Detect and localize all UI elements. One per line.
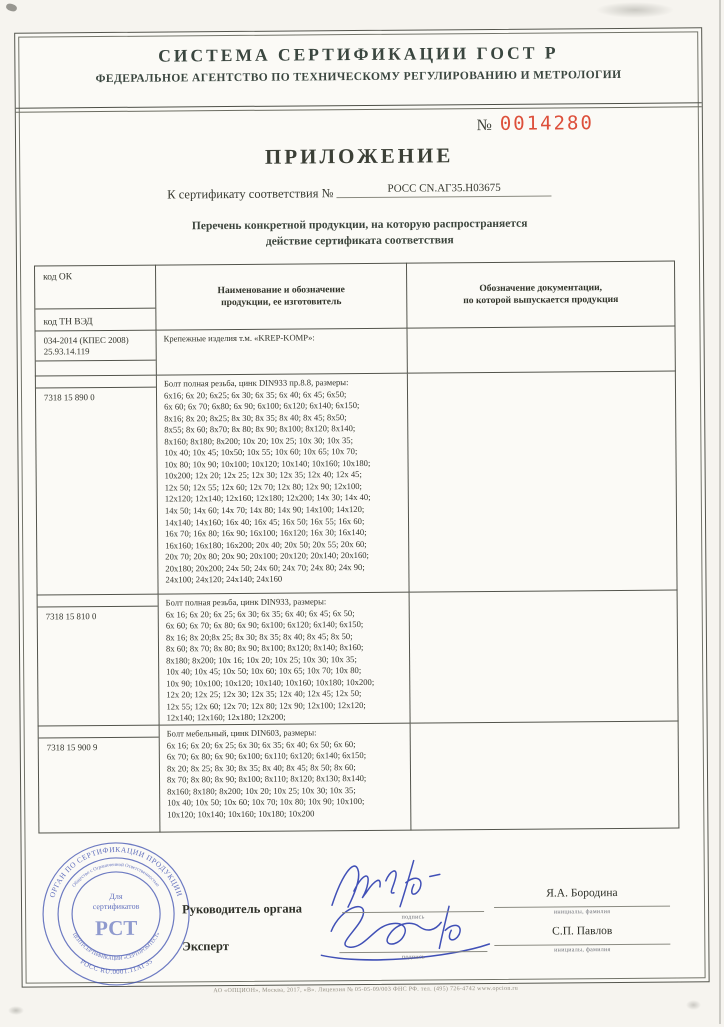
doc-header-cell (406, 261, 675, 328)
purpose-statement (17, 214, 703, 251)
code-strip (38, 595, 158, 608)
scan-artifact (596, 2, 674, 18)
system-title: СИСТЕМА СЕРТИФИКАЦИИ ГОСТ Р (158, 42, 559, 66)
code-underline (36, 360, 156, 362)
tnved-code: 7318 15 890 0 (43, 392, 95, 403)
signature-caption: подпись (401, 954, 425, 961)
purpose-line-1: Перечень конкретной продукции, на которую распространяется (191, 217, 528, 233)
name-header-text: Наименование и обозначение продукции, ее изготовитель (217, 283, 345, 309)
stamp-inner-bottom-text: ЦЕНТРСЕРТИФИКАЦИИ «СЕРТПРОМТЕСТ» (71, 931, 162, 962)
rst-monogram: РСТ (94, 915, 138, 941)
product-description: Болт полная резьба, цинк DIN933, размеры: 6x 16; 6x 20; 6x 25; 6x 30; 6x 35; 6x 40; 6x 45; 6x 50; 6x 60; 6x 70; 6x 80; 6x 90; 6x100; 6x120; 6x140; 6x150; 8x 16; 8x 20;8x 25; 8x 30; 8x 35; 8x 40; 8x 45; 8x 50; 8x 60; 8x 70; 8x 80; 8x 90; 8x100; 8x120; 8x140; 8x160; 8x180; 8x200; 10x 16; 10x 20; 10x 25; 10x 30; 10x 35; 10x 40; 10x 45; 10x 50; 10x 60; 10x 65; 10x 70; 10x 80; 10x 90; 10x100; 10x120; 10x140; 10x160; 10x180; 10x200; 12x 20; 12x 25; 12x 30; 12x 35; 12x 40; 12x 45; 12x 50; 12x 55; 12x 60; 12x 70; 12x 80; 12x 90; 12x100; 12x120; 12x140; 12x160; 12x180; 12x200; (165, 596, 375, 723)
head-name: Я.А. Бородина (494, 887, 670, 908)
doc-cell (409, 590, 678, 723)
certificate-frame (14, 27, 709, 987)
agency-title: ФЕДЕРАЛЬНОЕ АГЕНТСТВО ПО ТЕХНИЧЕСКОМУ РЕГУЛИРОВАНИЮ И МЕТРОЛОГИИ (95, 68, 622, 86)
stamp-outer-top-text: ОРГАН ПО СЕРТИФИКАЦИИ ПРОДУКЦИИ (47, 844, 185, 899)
scan-edge-shadow (719, 0, 721, 1024)
blank-number (476, 112, 594, 135)
table-header-row (34, 261, 674, 331)
scan-artifact (8, 1006, 24, 1015)
blank-number-value: 0014280 (499, 112, 594, 135)
name-caption: инициалы, фамилия (554, 947, 611, 954)
table-row (37, 590, 678, 726)
stamp-outer-bottom-text: РОСС RU.0001.11АГ35 (78, 957, 155, 976)
doc-header-text: Обозначение документации, по которой выпускается продукция (463, 281, 619, 307)
expert-label: Эксперт (182, 939, 230, 954)
product-description: Болт полная резьба, цинк DIN933 пр.8.8, размеры: 6x16; 6x 20; 6x25; 6x 30; 6x 35; 6x 40; 6x 45; 6x50; 6x 60; 6x 70; 6x80; 6x 90; 6x100; 6x120; 6x140; 6x150; 8x16; 8x 20; 8x25; 8x 30; 8x 35; 8x 40; 8x 45; 8x50; 8x55; 8x 60; 8x70; 8x 80; 8x 90; 8x100; 8x120; 8x140; 8x160; 8x180; 8x200; 10x 20; 10x 25; 10x 30; 10x 35; 10x 40; 10x 45; 10x50; 10x 55; 10x 60; 10x 65; 10x 70; 10x 80; 10x 90; 10x100; 10x120; 10x140; 10x160; 10x180; 10x200; 12x 20; 12x 25; 12x 30; 12x 35; 12x 40; 12x 45; 12x 50; 12x 55; 12x 60; 12x 70; 12x 80; 12x 90; 12x100; 12x120; 12x140; 12x160; 12x180; 12x200; 14x 30; 14x 40; 14x 50; 14x 60; 14x 70; 14x 80; 14x 90; 14x100; 14x120; 14x140; 14x160; 16x 40; 16x 45; 16x 50; 16x 55; 16x 60; 16x 70; 16x 80; 16x 90; 16x100; 16x120; 16x 30; 16x140; 16x160; 16x180; 16x200; 20x 40; 20x 50; 20x 55; 20x 60; 20x 70; 20x 80; 20x 90; 20x100; 20x120; 20x140; 20x160; 20x180; 20x200; 24x 50; 24x 60; 24x 70; 24x 80; 24x 90; 24x100; 24x120; 24x140; 24x160 (163, 377, 371, 585)
table-row (35, 371, 677, 595)
tnved-code: 7318 15 900 9 (46, 742, 98, 753)
doc-cell (407, 371, 677, 592)
stamp-center-line2: сертификатов (92, 901, 140, 912)
code-strip (39, 726, 159, 739)
expert-name: С.П. Павлов (494, 925, 670, 946)
number-sign: № (476, 116, 492, 135)
name-header-cell (155, 263, 407, 330)
product-table (34, 261, 679, 834)
doc-cell (410, 721, 679, 830)
tnved-code-header: код ТН ВЭД (43, 317, 93, 328)
certificate-header (15, 28, 702, 108)
scan-artifact (686, 1000, 701, 1010)
certification-stamp (39, 838, 192, 989)
stamp-center-line1: Для (109, 891, 123, 901)
product-group-title: Крепежные изделия т.м. «KREP-KOMP»: (163, 332, 315, 344)
certificate-reference (16, 181, 702, 203)
head-of-body-label: Руководитель органа (181, 901, 303, 917)
table-row (35, 326, 675, 376)
doc-cell (407, 326, 675, 373)
certificate-number: РОСС CN.АГ35.Н03675 (337, 181, 552, 198)
ok-tnved-codes: 034-2014 (КПЕС 2008) 25.93.14.119 (43, 334, 129, 357)
product-description: Болт мебельный, цинк DIN603, размеры: 6x 16; 6x 20; 6x 25; 6x 30; 6x 35; 6x 40; 6x 50; 6x 60; 6x 70; 6x 80; 6x 90; 6x100; 6x110; 6x120; 6x140; 6x150; 8x 20; 8x 25; 8x 30; 8x 35; 8x 40; 8x 45; 8x 50; 8x 60; 8x 70; 8x 80; 8x 90; 8x100; 8x110; 8x120; 8x130; 8x140; 8x160; 8x180; 8x200; 10x 20; 10x 25; 10x 30; 10x 35; 10x 40; 10x 50; 10x 60; 10x 70; 10x 80; 10x 90; 10x100; 10x120; 10x140; 10x160; 10x180; 10x200 (166, 727, 367, 820)
code-header-cell (34, 265, 156, 331)
document-title: ПРИЛОЖЕНИЕ (264, 143, 454, 169)
name-caption: инициалы, фамилия (553, 909, 611, 916)
stamp-inner-top-text: Общество с Ограниченной Ответственностью (71, 862, 160, 889)
signature-caption: подпись (401, 914, 425, 921)
code-strip (36, 376, 156, 389)
purpose-line-2: действие сертификата соответствия (265, 234, 454, 248)
certificate-reference-label: К сертификату соответствия № (167, 186, 334, 202)
printer-imprint: АО «ОПЦИОН», Москва, 2017, «В». Лицензия № 05-05-09/003 ФНС РФ. тел. (495) 726-4742 www.opcion.ru (213, 985, 519, 995)
table-row (38, 721, 679, 833)
tnved-code: 7318 15 810 0 (45, 611, 97, 622)
ok-code-header: код ОК (35, 266, 155, 310)
